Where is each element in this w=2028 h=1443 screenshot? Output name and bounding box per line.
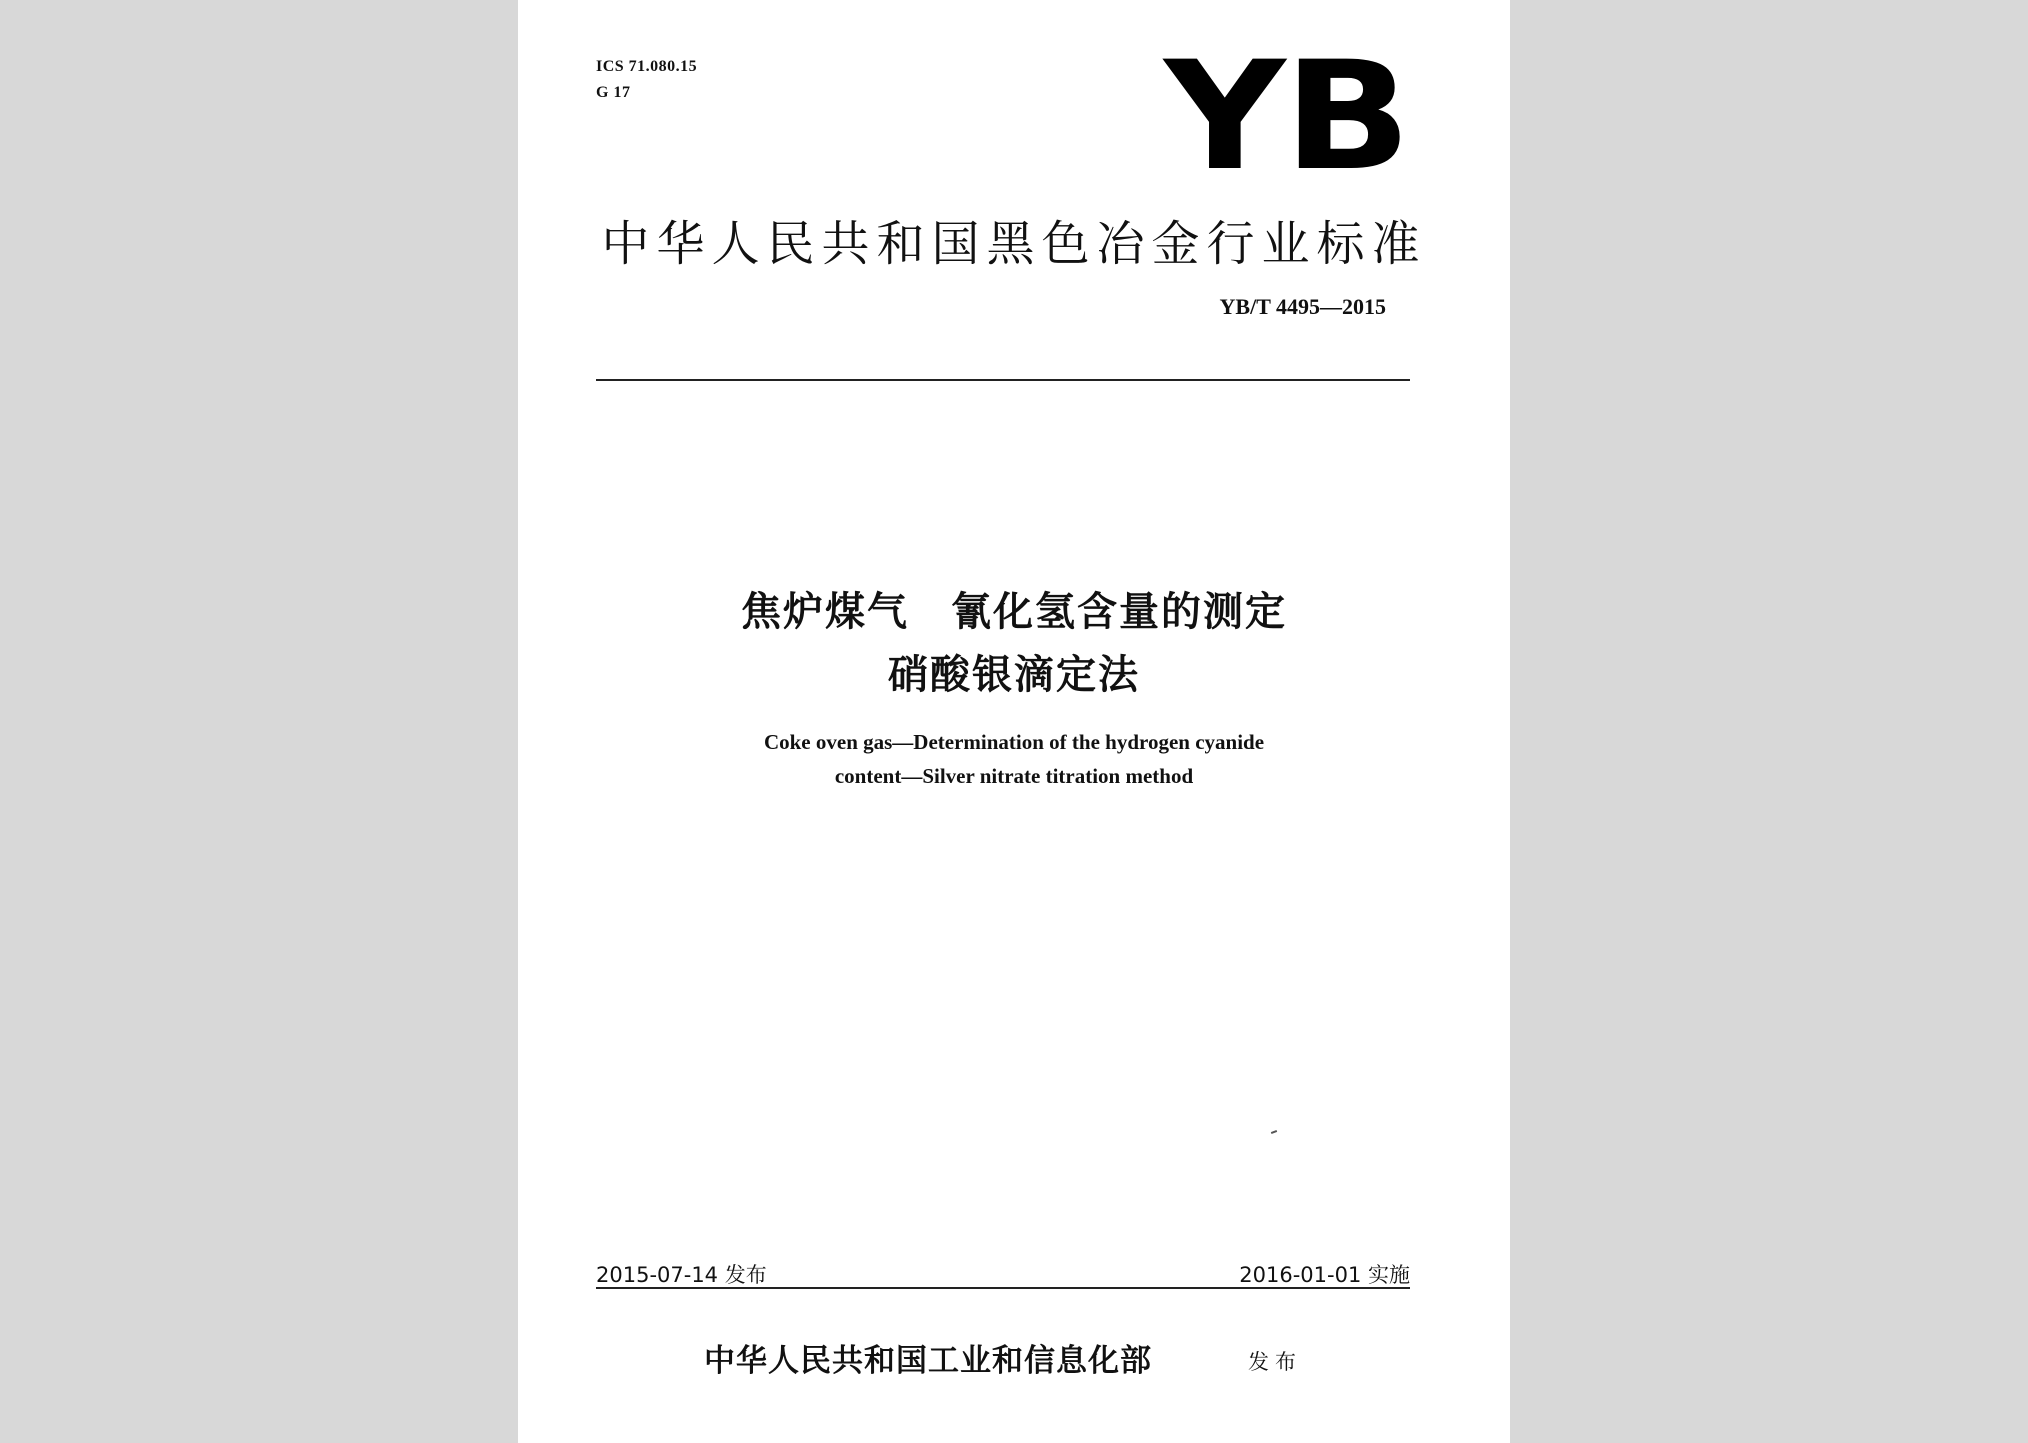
english-title-line-1: Coke oven gas—Determination of the hydrogen cyanide bbox=[763, 730, 1265, 754]
chinese-title-line-1: 焦炉煤气 氰化氢含量的测定 bbox=[741, 589, 1287, 635]
document-page bbox=[518, 0, 1510, 1443]
ics-code: ICS 71.080.15 bbox=[596, 58, 698, 75]
publish-label: 发布 bbox=[1248, 1350, 1302, 1374]
issue-date: 2015-07-14 发布 bbox=[596, 1263, 767, 1287]
standard-category-title: 中华人民共和国黑色冶金行业标准 bbox=[601, 216, 1427, 272]
standard-code: YB/T 4495—2015 bbox=[1219, 294, 1386, 319]
top-divider bbox=[596, 379, 1410, 381]
english-title-line-2: content—Silver nitrate titration method bbox=[834, 764, 1194, 788]
chinese-title-line-2: 硝酸银滴定法 bbox=[888, 652, 1140, 698]
scan-speck bbox=[1271, 1130, 1277, 1134]
publisher-name: 中华人民共和国工业和信息化部 bbox=[704, 1343, 1152, 1379]
yb-logo: YB bbox=[1164, 30, 1410, 204]
classification-block bbox=[596, 54, 697, 106]
ccs-code: G 17 bbox=[596, 84, 631, 101]
bottom-divider bbox=[596, 1287, 1410, 1289]
implementation-date: 2016-01-01 实施 bbox=[1239, 1263, 1410, 1287]
